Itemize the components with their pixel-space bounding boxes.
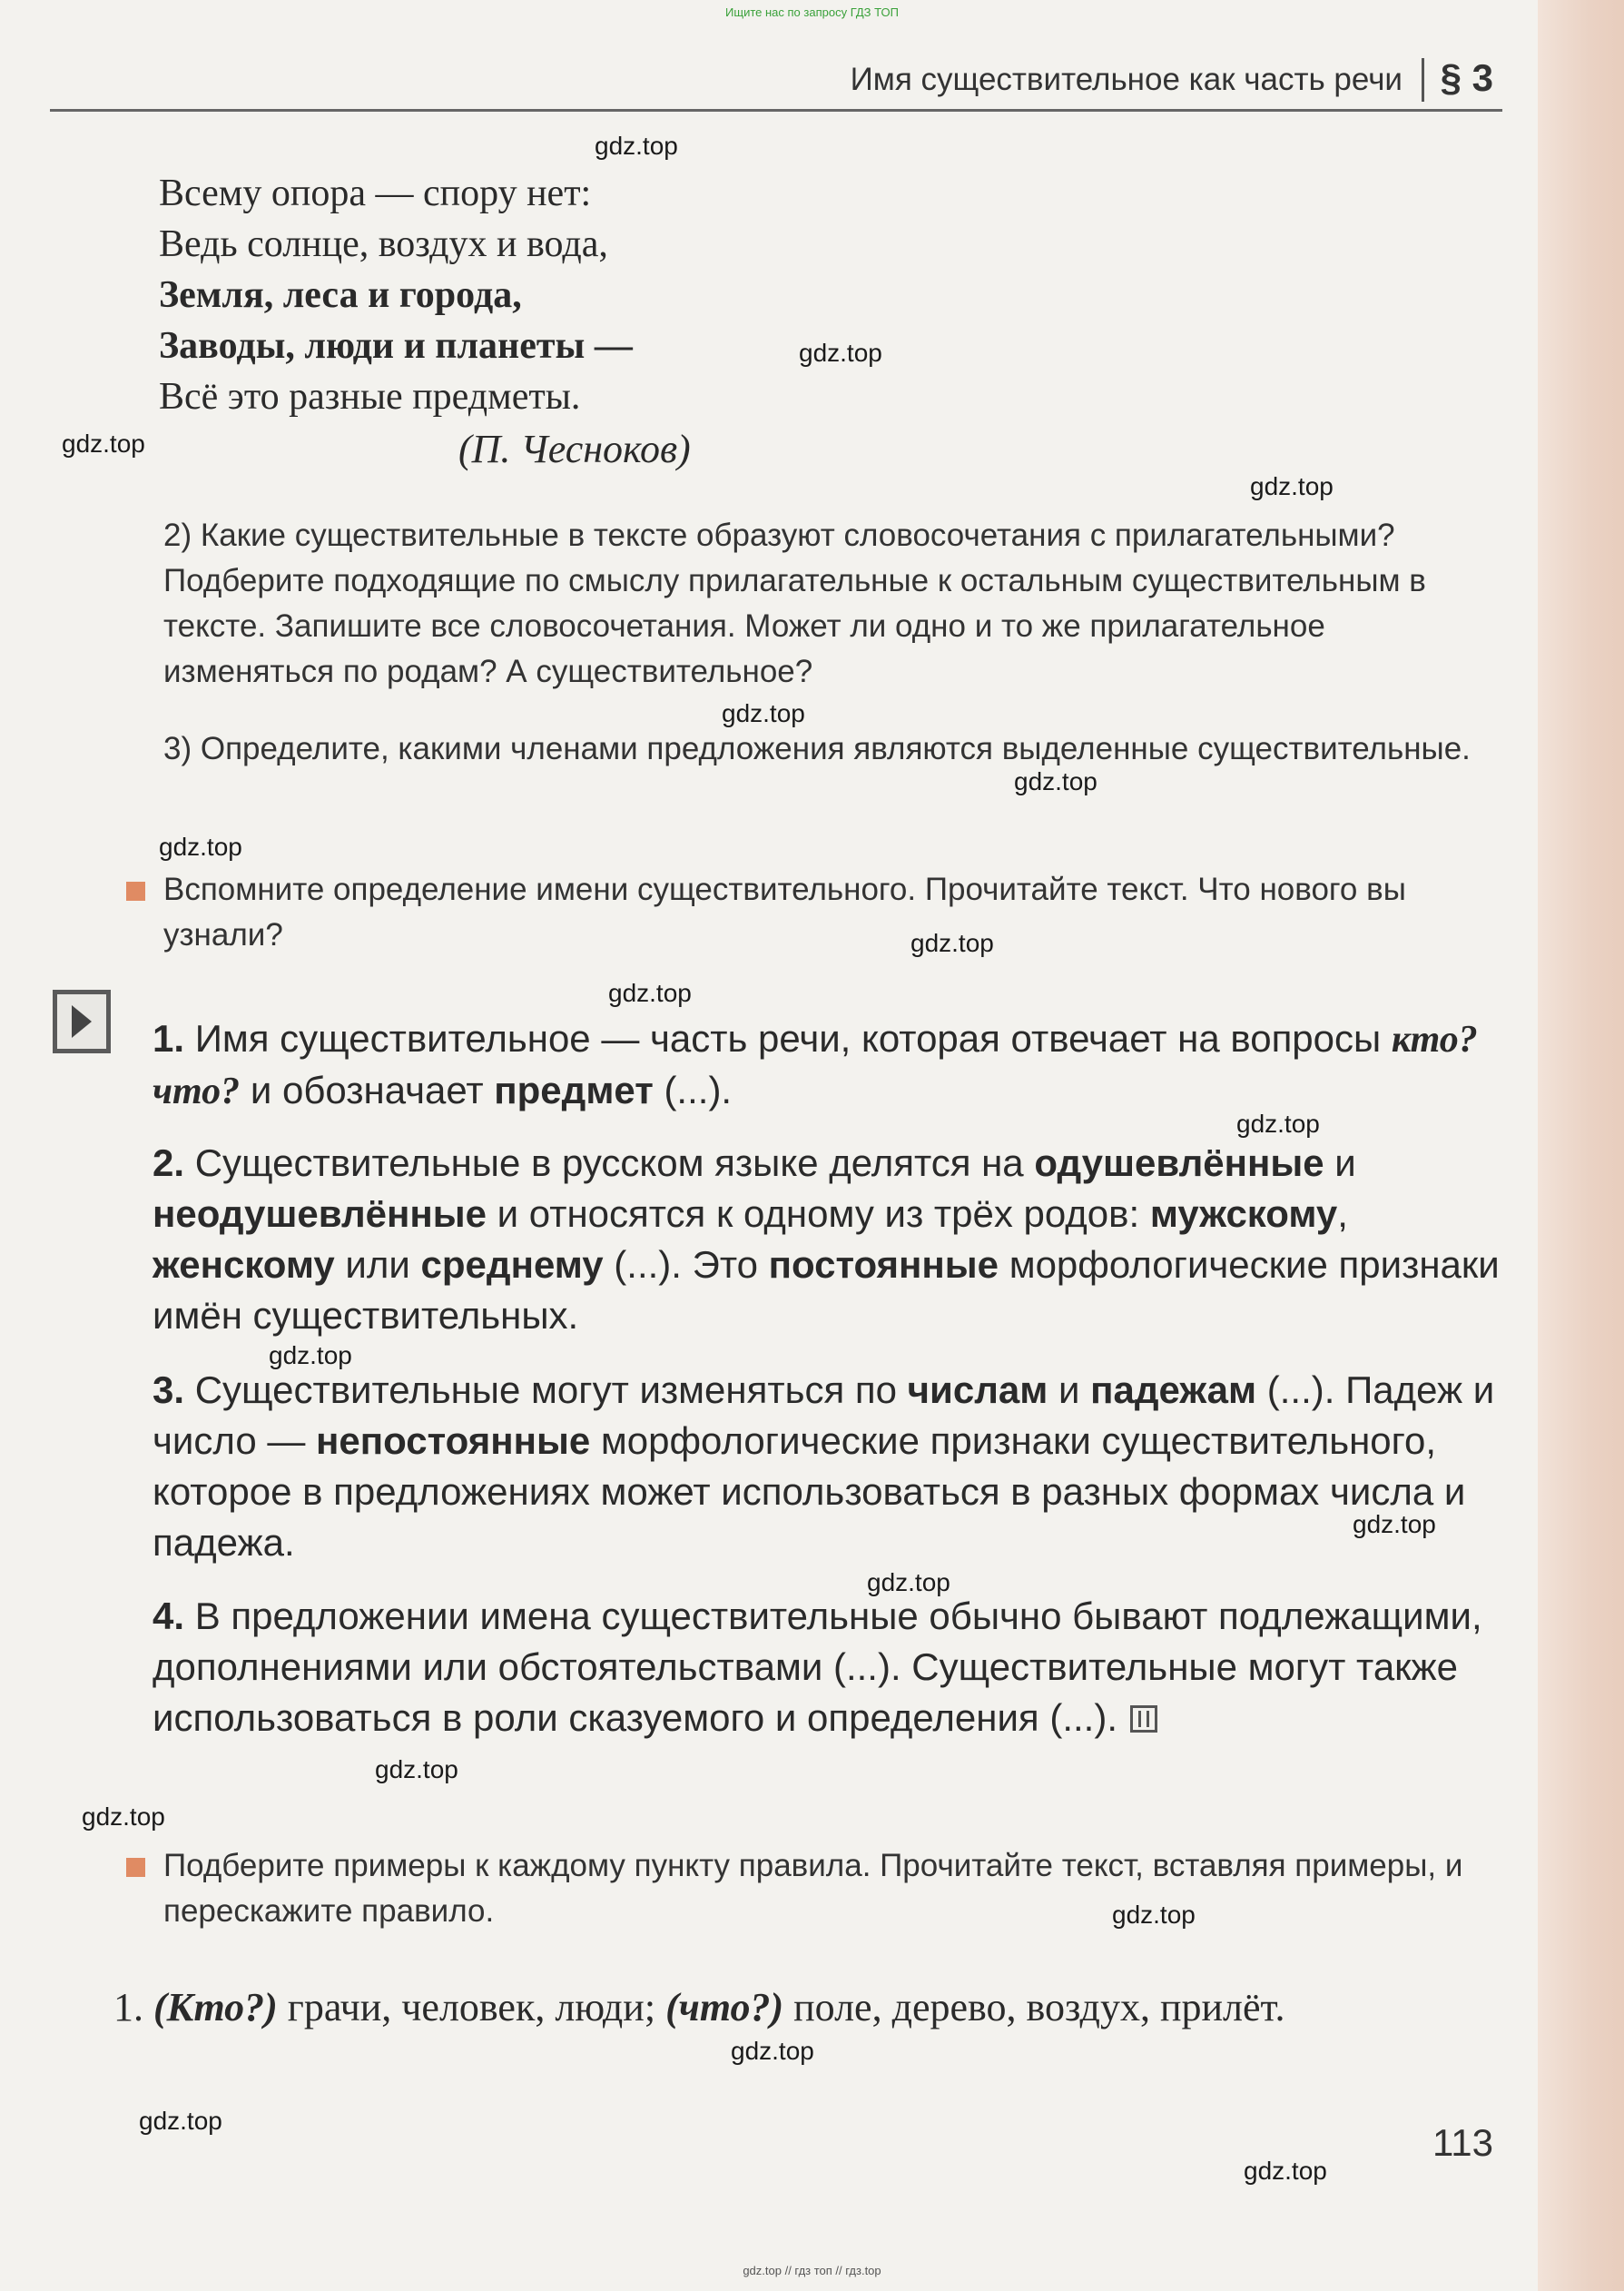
rule-2 — [54, 1138, 1500, 1341]
watermark: gdz.top — [1112, 1901, 1196, 1929]
poem — [159, 168, 691, 475]
rule-4-a: В предложении имена существительные обычно бывают подлежащими, дополнениями или обстоятельствами (...). Существительные могут также использоваться в роли сказуемого и определения (...). — [153, 1595, 1482, 1739]
example-1 — [54, 1981, 1500, 2034]
watermark: gdz.top — [62, 430, 145, 458]
rule-3-b1: числам — [907, 1368, 1048, 1411]
rule-2-b3: мужскому — [1149, 1192, 1338, 1235]
example-t1: грачи, человек, люди; — [277, 1985, 666, 2029]
poem-author: (П. Чесноков) — [458, 427, 691, 471]
rule-4-num: 4. — [153, 1595, 185, 1637]
poem-line-2: Ведь солнце, воздух и вода, — [159, 223, 608, 265]
instruction-1 — [163, 867, 1498, 958]
rule-3-a: Существительные могут изменяться по — [184, 1368, 908, 1411]
watermark: gdz.top — [1353, 1510, 1436, 1538]
watermark: gdz.top — [159, 833, 242, 861]
example-q1: (Кто?) — [153, 1985, 278, 2029]
rule-2-d: , — [1337, 1192, 1348, 1235]
top-note[interactable]: Ищите нас по запросу ГДЗ ТОП — [725, 5, 899, 19]
watermark: gdz.top — [731, 2037, 814, 2065]
rule-1-b: и обозначает — [240, 1069, 495, 1111]
rule-1-num: 1. — [153, 1017, 185, 1060]
running-header — [50, 53, 1502, 112]
task-2 — [111, 513, 1500, 695]
rule-3-b2: падежам — [1090, 1368, 1257, 1411]
page-number: 113 — [1432, 2121, 1493, 2164]
poem-line-1: Всему опора — спору нет: — [159, 173, 592, 214]
rule-2-b4: женскому — [153, 1243, 335, 1286]
example-num: 1. — [113, 1985, 143, 2029]
rule-1-bold: предмет — [494, 1069, 654, 1111]
rule-2-b2: неодушевлённые — [153, 1192, 487, 1235]
rule-3-c: (...). Падеж и число — — [153, 1368, 1495, 1462]
rule-2-b6: постоянные — [768, 1243, 999, 1286]
example-q2: (что?) — [665, 1985, 784, 2029]
watermark: gdz.top — [910, 929, 994, 957]
poem-line-3: Земля, леса и города, — [159, 274, 522, 316]
table-icon[interactable] — [1130, 1705, 1157, 1733]
watermark: gdz.top — [1014, 767, 1097, 795]
rule-2-b1: одушевлённые — [1034, 1141, 1324, 1184]
rule-2-a: Существительные в русском языке делятся на — [184, 1141, 1035, 1184]
rule-3 — [54, 1365, 1500, 1568]
watermark: gdz.top — [375, 1755, 458, 1783]
instruction-2 — [163, 1843, 1498, 1934]
header-divider — [1422, 58, 1424, 102]
task-2-text: 2) Какие существительные в тексте образуют словосочетания с прилагательными? Подберите подходящие по смыслу прилагательные к остальным существительным в тексте. Запишите все словосочетания. Может ли одно и то же прилагательное изменяться по родам? А существительное? — [163, 518, 1426, 689]
bottom-note: gdz.top // гдз топ // гдз.top — [743, 2264, 881, 2277]
watermark: gdz.top — [608, 979, 692, 1007]
rule-2-b: и — [1324, 1141, 1356, 1184]
task-3-text: 3) Определите, какими членами предложения являются выделенные существительные. — [163, 731, 1471, 766]
rule-2-e: или — [334, 1243, 421, 1286]
rule-1-a: Имя существительное — часть речи, которая отвечает на вопросы — [184, 1017, 1392, 1060]
rule-2-b5: среднему — [420, 1243, 604, 1286]
poem-line-4: Заводы, люди и планеты — — [159, 325, 633, 367]
example-t2: поле, дерево, воздух, прилёт. — [783, 1985, 1285, 2029]
rule-1-c: (...). — [653, 1069, 733, 1111]
header-title: Имя существительное как часть речи — [850, 62, 1403, 97]
instruction-1-text: Вспомните определение имени существительного. Прочитайте текст. Что нового вы узнали? — [163, 872, 1406, 953]
rule-2-c: и относятся к одному из трёх родов: — [487, 1192, 1150, 1235]
square-bullet-icon-2 — [126, 1858, 145, 1877]
watermark: gdz.top — [799, 339, 882, 367]
rule-2-num: 2. — [153, 1141, 185, 1184]
poem-line-5: Всё это разные предметы. — [159, 376, 581, 418]
watermark: gdz.top — [139, 2107, 222, 2135]
rule-1-questions: кто? что? — [153, 1019, 1478, 1112]
watermark: gdz.top — [722, 699, 805, 727]
page-edge-strip — [1538, 0, 1624, 2291]
instruction-2-text: Подберите примеры к каждому пункту правила. Прочитайте текст, вставляя примеры, и перескажите правило. — [163, 1848, 1463, 1929]
rule-2-f: (...). Это — [603, 1243, 769, 1286]
watermark: gdz.top — [867, 1568, 950, 1596]
task-3 — [111, 726, 1500, 772]
rule-4 — [54, 1591, 1500, 1743]
watermark: gdz.top — [1250, 472, 1334, 500]
rule-3-num: 3. — [153, 1368, 185, 1411]
rule-2-g: морфологические признаки имён существительных. — [153, 1243, 1500, 1337]
watermark: gdz.top — [1244, 2157, 1327, 2185]
rule-3-d: морфологические признаки существительного, которое в предложениях может использоваться в разных формах числа и падежа. — [153, 1419, 1466, 1564]
rule-3-b3: непостоянные — [316, 1419, 591, 1462]
watermark: gdz.top — [269, 1341, 352, 1369]
rule-3-b: и — [1048, 1368, 1091, 1411]
watermark: gdz.top — [1236, 1110, 1320, 1138]
watermark: gdz.top — [82, 1802, 165, 1831]
rule-1 — [54, 1013, 1500, 1117]
square-bullet-icon — [126, 882, 145, 901]
section-number: § 3 — [1440, 56, 1493, 99]
watermark: gdz.top — [595, 132, 678, 160]
